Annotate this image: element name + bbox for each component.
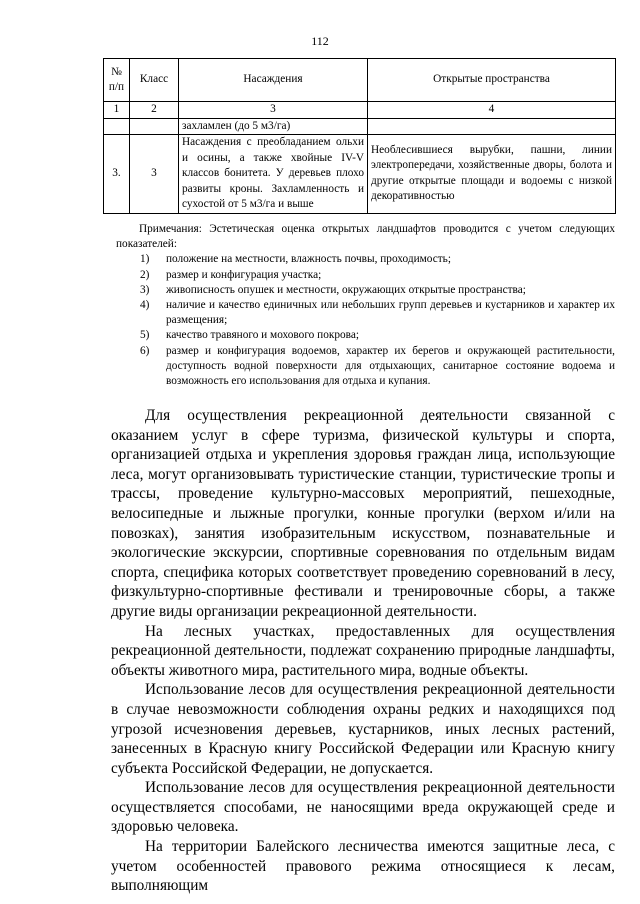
row-class: 3	[130, 135, 179, 214]
body-paragraph: На лесных участках, предоставленных для осуществления рекреационной деятельности, подлежат сохранению природные ландшафты, объекты животного мира, растительного мира, водные объекты.	[111, 622, 615, 679]
list-item-text: качество травяного и мохового покрова;	[166, 329, 359, 342]
column-number: 2	[130, 102, 179, 119]
notes-intro: Примечания: Эстетическая оценка открытых ландшафтов проводится с учетом следующих показателей:	[116, 223, 615, 251]
list-item	[140, 283, 615, 298]
row-plantings: Насаждения с преобладанием ольхи и осины, а также хвойные IV-V классов бонитета. У деревьев плохо развиты кроны. Захламленность и сухостой от 5 м3/га и выше	[179, 135, 368, 214]
empty-cell	[104, 118, 130, 135]
body-paragraph: Использование лесов для осуществления рекреационной деятельности осуществляется способами, не наносящими вреда окружающей среде и здоровью человека.	[111, 779, 615, 836]
header-plantings: Насаждения	[179, 59, 368, 102]
list-item-text: размер и конфигурация водоемов, характер их берегов и окружающей растительности, доступность водной поверхности для отдыхающих, санитарное состояние водоема и возможность его использования для отдыха и купания.	[166, 344, 615, 388]
table-header-row	[104, 59, 616, 102]
continuation-row	[104, 118, 616, 135]
list-marker: 4)	[140, 299, 150, 312]
row-number: 3.	[104, 135, 130, 214]
empty-cell	[368, 118, 616, 135]
column-number: 1	[104, 102, 130, 119]
header-class: Класс	[130, 59, 179, 102]
column-number: 3	[179, 102, 368, 119]
list-marker: 5)	[140, 329, 150, 342]
header-open-spaces: Открытые пространства	[368, 59, 616, 102]
list-item	[140, 328, 615, 343]
list-marker: 6)	[140, 344, 150, 357]
page-number: 112	[311, 34, 329, 48]
list-item	[140, 252, 615, 267]
list-item	[140, 298, 615, 328]
column-number-row	[104, 102, 616, 119]
list-marker: 2)	[140, 268, 150, 281]
landscape-class-table	[103, 58, 616, 214]
body-paragraph: Для осуществления рекреационной деятельности связанной с оказанием услуг в сфере туризма, физической культуры и спорта, организацией отдыха и укрепления здоровья граждан лица, использующие леса, могут организовывать туристические станции, туристические тропы и трассы, проведение культурно-массовых мероприятий, пешеходные, велосипедные и лыжные прогулки, конные прогулки (верхом и/или на повозках), занятия изобразительным искусством, познавательные и экологические экскурсии, спортивные соревнования по отдельным видам спорта, специфика которых соответствует проведению соревнований в лесу, физкультурно-спортивные фестивали и тренировочные сборы, а также другие виды организации рекреационной деятельности.	[111, 407, 615, 620]
list-item-text: размер и конфигурация участка;	[166, 268, 322, 281]
body-paragraph: Использование лесов для осуществления рекреационной деятельности в случае невозможности соблюдения охраны редких и находящихся под угрозой исчезновения деревьев, кустарников, иных лесных растений, занесенных в Красную книгу Российской Федерации или Красную книгу субъекта Российской Федерации, не допускается.	[111, 681, 615, 777]
continuation-cell: захламлен (до 5 м3/га)	[179, 118, 368, 135]
empty-cell	[130, 118, 179, 135]
list-item-text: живописность опушек и местности, окружающих открытые пространства;	[166, 283, 526, 296]
list-marker: 1)	[140, 253, 150, 266]
list-marker: 3)	[140, 283, 150, 296]
table-row	[104, 135, 616, 214]
body-paragraph: На территории Балейского лесничества имеются защитные леса, с учетом особенностей правового режима относящиеся к лесам, выполняющим	[111, 838, 615, 895]
list-item-text: наличие и качество единичных или небольших групп деревьев и кустарников и характер их размещения;	[166, 299, 615, 327]
list-item	[140, 268, 615, 283]
header-number: № п/п	[104, 59, 130, 102]
row-open-spaces: Необлесившиеся вырубки, пашни, линии электропередачи, хозяйственные дворы, болота и другие открытые площади и водоемы с низкой декоративностью	[368, 135, 616, 214]
body-text	[111, 406, 615, 896]
column-number: 4	[368, 102, 616, 119]
notes-list	[116, 252, 615, 389]
notes-block	[116, 222, 615, 389]
list-item	[140, 344, 615, 390]
list-item-text: положение на местности, влажность почвы, проходимость;	[166, 253, 451, 266]
